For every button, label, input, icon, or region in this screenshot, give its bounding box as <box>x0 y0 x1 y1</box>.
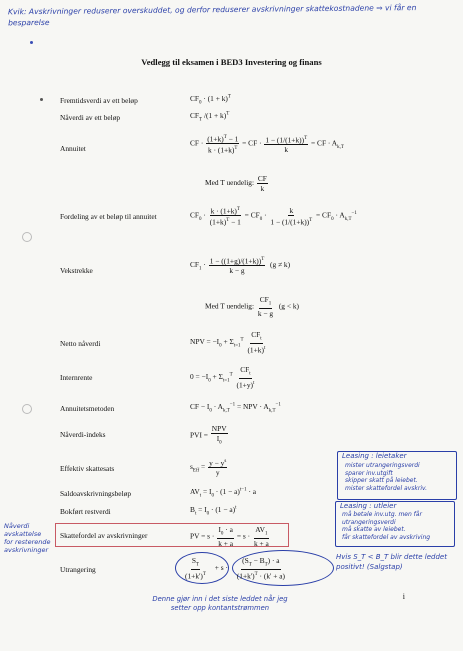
bullet-mark <box>30 41 33 44</box>
formula-growth-inf: Med T uendelig: $\frac{CF_1}{k - g}$ (g < k) <box>205 295 300 319</box>
punch-hole-top <box>22 232 32 242</box>
label-annuity-method: Annuitetsmetoden <box>60 404 115 413</box>
leasing-leietaker-title: Leasing : leietaker <box>342 452 407 460</box>
formula-book-value: $B_t = I_0 \cdot (1 - a)^t$ <box>190 505 237 517</box>
formula-future-value: $CF_0 \cdot (1 + k)^T$ <box>190 94 231 106</box>
label-effective-tax: Effektiv skattesats <box>60 464 115 473</box>
punch-hole-bottom <box>22 404 32 414</box>
label-pvi: Nåverdi-indeks <box>60 430 106 439</box>
bullet-mark <box>40 98 43 101</box>
formula-irr: $0 = -I_0 + \Sigma_{t=1}^T$ $\frac{CF_t}{(1+y)^t}$ <box>190 365 255 390</box>
leasing-utleier-item: må betale inv.utg. men får utrangeringsverdi <box>342 511 422 526</box>
handwritten-bottom-note: Denne gjør inn i det siste leddet når jeg setter opp kontantstrømmen <box>152 595 288 612</box>
label-scrapping: Utrangering <box>60 565 96 574</box>
formula-present-value: $CF_T$ $/(1 + k)^T$ <box>190 111 230 123</box>
label-declining-balance: Saldoavskrivningsbeløp <box>60 489 132 498</box>
formula-annuity-method: CF − $I_0 \cdot A_{k,T}^{-1}$ = NPV · $A_{k,T}^{-1}$ <box>190 402 281 414</box>
leasing-utleier-item: får skattefordel av avskriving <box>342 533 431 541</box>
handwritten-right-note: Hvis S_T < B_T blir dette leddet positivt! (Salgstap) <box>336 553 447 571</box>
formula-annuity-distribution: $CF_0$ · $\frac{k \cdot (1+k)^T}{(1+k)^T - 1}$ = $CF_0$ · $\frac{k}{1 - (1/(1+k))^T}$ = $CF_0 \cdot A_{k,T}^{-1}$ <box>190 205 357 227</box>
leasing-utleier-item: må skatte av leiebet. <box>342 526 406 533</box>
document-title: Vedlegg til eksamen i BED3 Investering og finans <box>141 57 322 67</box>
handwritten-top-note: Kvik: Avskrivninger reduserer overskuddet, og derfor reduserer avskrivninger skattekostnadene ⇒ vi får en besparelse <box>7 3 417 28</box>
leasing-utleier-title: Leasing : utleier <box>340 502 397 510</box>
label-growth-series: Vekstrekke <box>60 266 93 275</box>
label-annuity: Annuitet <box>60 144 86 153</box>
formula-effective-tax: $s_{Eff}$ = $\frac{y - y^s}{y}$ <box>190 458 227 478</box>
label-book-value: Bokført restverdi <box>60 507 111 516</box>
label-future-value: Fremtidsverdi av ett beløp <box>60 96 138 105</box>
formula-annuity: CF · $\frac{(1+k)^T - 1}{k \cdot (1+k)^T}$ = CF · $\frac{1 - (1/(1+k))^T}{k}$ = CF · $A_{k,T}$ <box>190 134 344 155</box>
formula-growth-series: $CF_1$ · $\frac{1 - ((1+g)/(1+k))^T}{k - g}$ (g ≠ k) <box>190 256 291 276</box>
leasing-leietaker-item: sparer inv.utgift <box>345 469 393 477</box>
page-number: i <box>402 592 405 601</box>
formula-pvi: PVI = $\frac{\text{NPV}}{I_0}$ <box>190 424 227 446</box>
label-irr: Internrente <box>60 373 93 382</box>
leasing-leietaker-item: mister skattefordel avskriv. <box>345 484 427 492</box>
formula-annuity-inf: Med T uendelig: $\frac{CF}{k}$ <box>205 174 267 193</box>
label-present-value: Nåverdi av ett beløp <box>60 113 121 122</box>
formula-scrapping: $\frac{S_T}{(1+k')^T}$ + s · $\frac{(S_T - B_T) \cdot a}{(1+k')^T \cdot (k' + a)}$ <box>185 556 285 581</box>
handwritten-left-note: Nåverdi avskattelse for resterende avskrivninger <box>4 522 51 554</box>
leasing-leietaker-item: mister utrangeringsverdi <box>345 462 420 469</box>
formula-npv: NPV = $-I_0 + \Sigma_{t=1}^T$ $\frac{CF_t}{(1+k)^t}$ <box>190 330 266 355</box>
label-tax-advantage: Skattefordel av avskrivninger <box>60 531 148 540</box>
leasing-leietaker-item: skipper skatt på leiebet. <box>345 477 418 484</box>
label-npv: Netto nåverdi <box>60 339 101 348</box>
label-annuity-distribution: Fordeling av et beløp til annuitet <box>60 212 157 221</box>
formula-declining-balance: $AV_t = I_0 \cdot (1 - a)^{t-1} \cdot a$ <box>190 487 257 499</box>
formula-tax-advantage: PV = s · $\frac{I_0 \cdot a}{k + a}$ = s · $\frac{AV_1}{k + a}$ <box>190 525 269 549</box>
